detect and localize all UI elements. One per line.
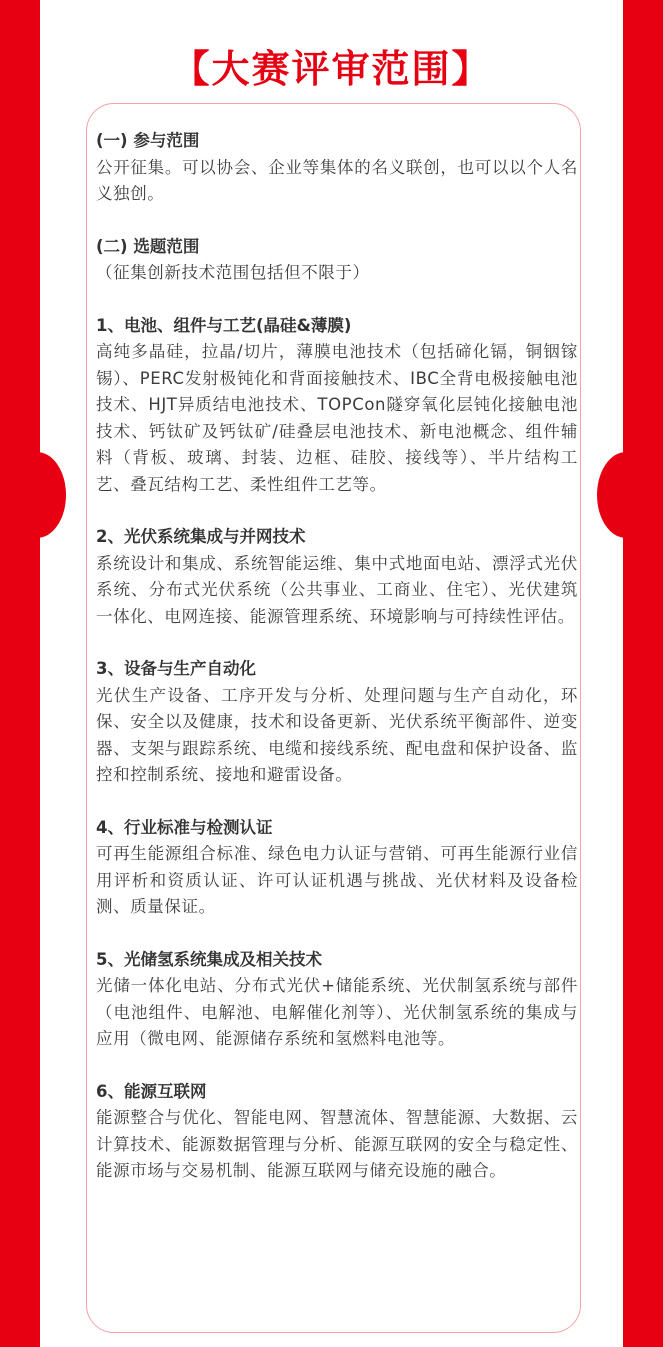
- section-text: （征集创新技术范围包括但不限于）: [96, 263, 370, 282]
- section-text: 系统设计和集成、系统智能运维、集中式地面电站、漂浮式光伏系统、分布式光伏系统（公共事业、工商业、住宅）、光伏建筑一体化、电网连接、能源管理系统、环境影响与可持续性评估。: [96, 553, 578, 626]
- section-pv-system-grid: [96, 524, 578, 630]
- section-heading: 4、行业标准与检测认证: [96, 817, 273, 837]
- section-heading: (一) 参与范围: [96, 131, 200, 150]
- section-pv-storage-hydrogen: [96, 947, 578, 1053]
- section-heading: 1、电池、组件与工艺(晶硅&薄膜): [96, 315, 352, 335]
- right-red-border: [623, 0, 663, 1347]
- section-cells-modules: [96, 313, 578, 499]
- section-heading: 5、光储氢系统集成及相关技术: [96, 949, 322, 969]
- section-equipment-automation: [96, 656, 578, 789]
- page-title: 【大赛评审范围】: [171, 47, 492, 91]
- section-text: 公开征集。可以协会、企业等集体的名义联创，也可以以个人名义独创。: [96, 157, 578, 203]
- section-energy-internet: [96, 1079, 578, 1185]
- section-heading: (二) 选题范围: [96, 236, 200, 256]
- right-decorative-notch: [597, 452, 655, 538]
- content-body: [96, 128, 578, 1211]
- section-standards-certification: [96, 815, 578, 921]
- section-text: 能源整合与优化、智能电网、智慧流体、智慧能源、大数据、云计算技术、能源数据管理与分析、能源互联网的安全与稳定性、能源市场与交易机制、能源互联网与储充设施的融合。: [96, 1108, 578, 1180]
- section-text: 可再生能源组合标准、绿色电力认证与营销、可再生能源行业信用评析和资质认证、许可认证机遇与挑战、光伏材料及设备检测、质量保证。: [96, 844, 578, 916]
- left-decorative-notch: [8, 452, 66, 538]
- section-text: 光伏生产设备、工序开发与分析、处理问题与生产自动化，环保、安全以及健康，技术和设备更新、光伏系统平衡部件、逆变器、支架与跟踪系统、电缆和接线系统、配电盘和保护设备、监控和控制系统、接地和避雷设备。: [96, 685, 578, 784]
- section-text: 光储一体化电站、分布式光伏+储能系统、光伏制氢系统与部件（电池组件、电解池、电解催化剂等）、光伏制氢系统的集成与应用（微电网、能源储存系统和氢燃料电池等。: [96, 976, 578, 1048]
- section-heading: 6、能源互联网: [96, 1081, 207, 1101]
- section-heading: 3、设备与生产自动化: [96, 659, 256, 678]
- left-red-border: [0, 0, 40, 1347]
- section-participation-scope: [96, 128, 578, 208]
- section-text: 高纯多晶硅，拉晶/切片，薄膜电池技术（包括碲化镉，铜铟镓锡）、PERC发射极钝化和背面接触技术、IBC全背电极接触电池技术、HJT异质结电池技术、TOPCon隧穿氧化层钝化接触电池技术、钙钛矿及钙钛矿/硅叠层电池技术、新电池概念、组件辅料（背板、玻璃、封装、边框、硅胶、接线等）、半片结构工艺、叠瓦结构工艺、柔性组件工艺等。: [96, 342, 578, 494]
- section-topic-scope: [96, 234, 578, 287]
- section-heading: 2、光伏系统集成与并网技术: [96, 527, 306, 546]
